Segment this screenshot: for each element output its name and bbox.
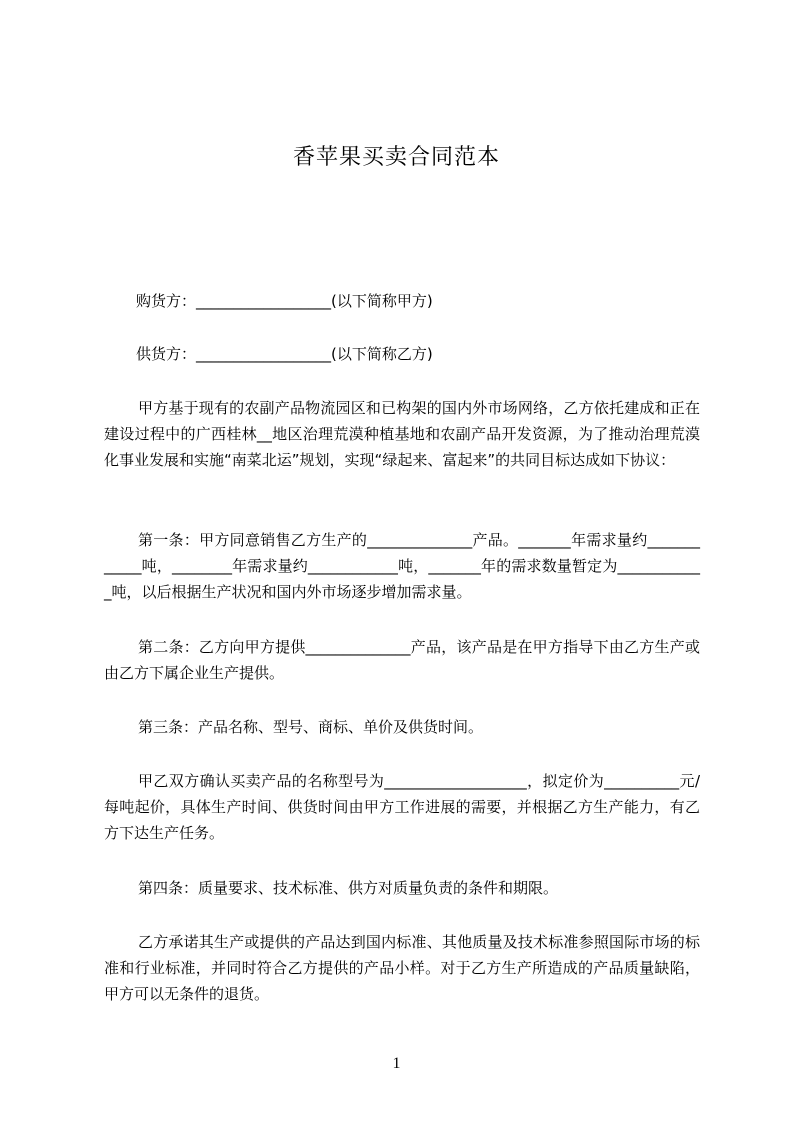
article-2: 第二条：乙方向甲方提供______________产品，该产品是在甲方指导下由乙方生产或由乙方下属企业生产提供。 bbox=[104, 638, 700, 682]
article-3: 第三条：产品名称、型号、商标、单价及供货时间。 bbox=[138, 718, 484, 736]
seller-line: 供货方：__________________(以下简称乙方) bbox=[136, 345, 433, 363]
preamble-paragraph: 甲方基于现有的农副产品物流园区和已构架的国内外市场网络，乙方依托建成和正在建设过程中的广西桂林__地区治理荒漠种植基地和农副产品开发资源，为了推动治理荒漠化事业发展和实施“南菜北运”规划，实现“绿起来、富起来”的共同目标达成如下协议： bbox=[104, 399, 700, 469]
article-4-detail: 乙方承诺其生产或提供的产品达到国内标准、其他质量及技术标准参照国际市场的标准和行业标准，并同时符合乙方提供的产品小样。对于乙方生产所造成的产品质量缺陷，甲方可以无条件的退货。 bbox=[104, 933, 700, 1003]
buyer-line: 购货方：__________________(以下简称甲方) bbox=[136, 292, 433, 310]
page-number: 1 bbox=[392, 1055, 401, 1072]
document-title: 香苹果买卖合同范本 bbox=[292, 145, 500, 170]
article-4: 第四条：质量要求、技术标准、供方对质量负责的条件和期限。 bbox=[138, 879, 559, 897]
article-3-detail: 甲乙双方确认买卖产品的名称型号为___________________，拟定价为__________元/每吨起价，具体生产时间、供货时间由甲方工作进展的需要，并根据乙方生产能力，有乙方下达生产任务。 bbox=[104, 772, 700, 842]
article-1: 第一条：甲方同意销售乙方生产的______________产品。_______年需求量约____________吨，________年需求量约____________吨，_______年的需求数量暂定为____________吨，以后根据生产状况和国内外市场逐步增加需求量。 bbox=[104, 531, 700, 601]
